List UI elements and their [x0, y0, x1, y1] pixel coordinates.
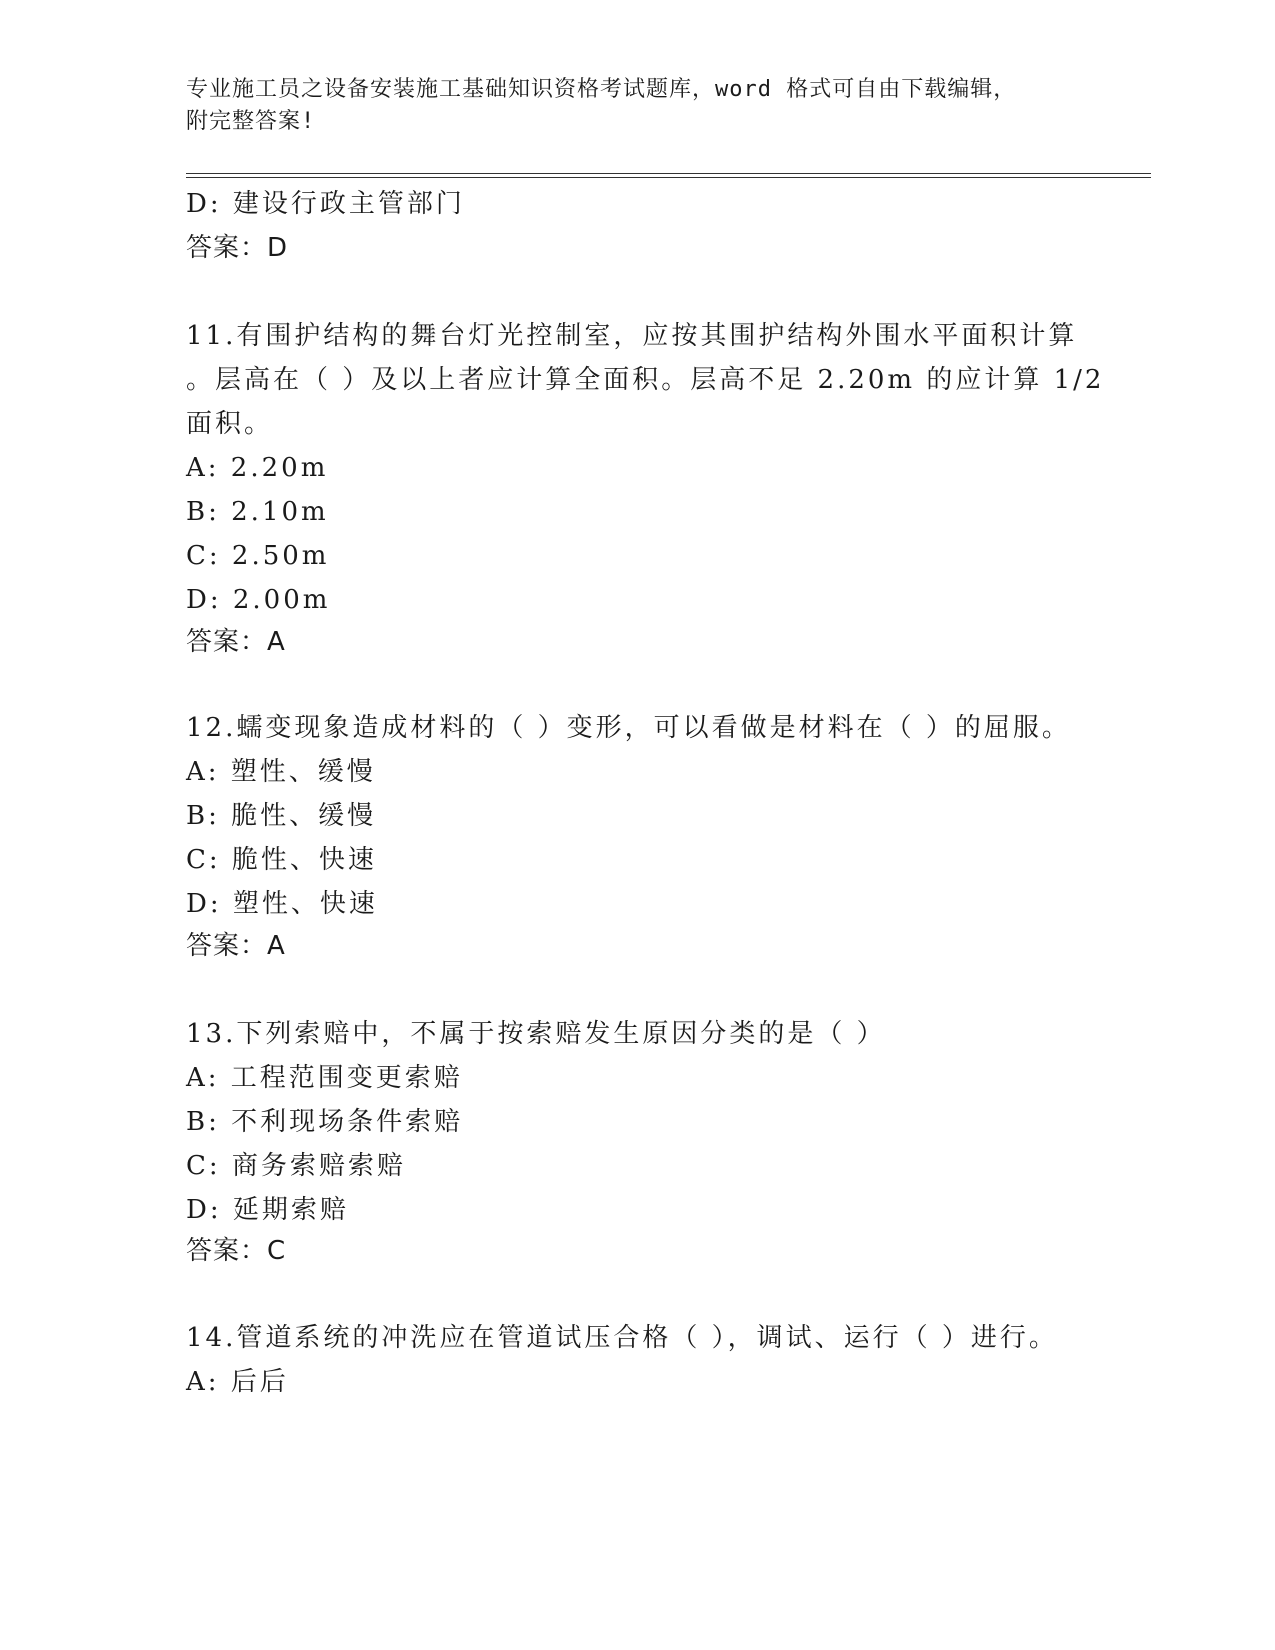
q13-option-d: D: 延期索赔 — [186, 1195, 349, 1225]
q12-answer: 答案：A — [186, 931, 286, 961]
q11-option-c: C: 2.50m — [186, 541, 330, 571]
q14-stem-line-1: 14.管道系统的冲洗应在管道试压合格（ ），调试、运行（ ）进行。 — [186, 1323, 1058, 1353]
q12-option-c: C: 脆性、快速 — [186, 845, 377, 875]
doc-header-line-1: 专业施工员之设备安装施工基础知识资格考试题库，word 格式可自由下载编辑， — [186, 77, 1017, 102]
q12-stem-line-1: 12.蠕变现象造成材料的（ ）变形，可以看做是材料在（ ）的屈服。 — [186, 713, 1071, 743]
q12-option-b: B: 脆性、缓慢 — [186, 801, 377, 831]
q13-option-c: C: 商务索赔索赔 — [186, 1151, 406, 1181]
q11-option-a: A: 2.20m — [186, 453, 329, 483]
header-divider-top — [186, 173, 1151, 174]
q13-stem-line-1: 13.下列索赔中，不属于按索赔发生原因分类的是（ ） — [186, 1019, 886, 1049]
q13-option-a: A: 工程范围变更索赔 — [186, 1063, 463, 1093]
q14-option-a: A: 后后 — [186, 1367, 289, 1397]
q11-stem-line-3: 面积。 — [186, 409, 274, 439]
prev-option-d: D: 建设行政主管部门 — [186, 189, 465, 219]
q11-stem-line-1: 11.有围护结构的舞台灯光控制室，应按其围护结构外围水平面积计算 — [186, 321, 1078, 351]
q13-option-b: B: 不利现场条件索赔 — [186, 1107, 464, 1137]
header-divider-bottom — [186, 177, 1151, 178]
doc-header-line-2: 附完整答案! — [186, 109, 316, 134]
q11-stem-line-2: 。层高在（ ）及以上者应计算全面积。层高不足 2.20m 的应计算 1/2 — [186, 365, 1105, 395]
q13-answer: 答案：C — [186, 1236, 287, 1266]
q12-option-a: A: 塑性、缓慢 — [186, 757, 376, 787]
q11-option-b: B: 2.10m — [186, 497, 329, 527]
q11-option-d: D: 2.00m — [186, 585, 331, 615]
q11-answer: 答案：A — [186, 627, 286, 657]
prev-answer: 答案：D — [186, 233, 289, 263]
q12-option-d: D: 塑性、快速 — [186, 889, 378, 919]
